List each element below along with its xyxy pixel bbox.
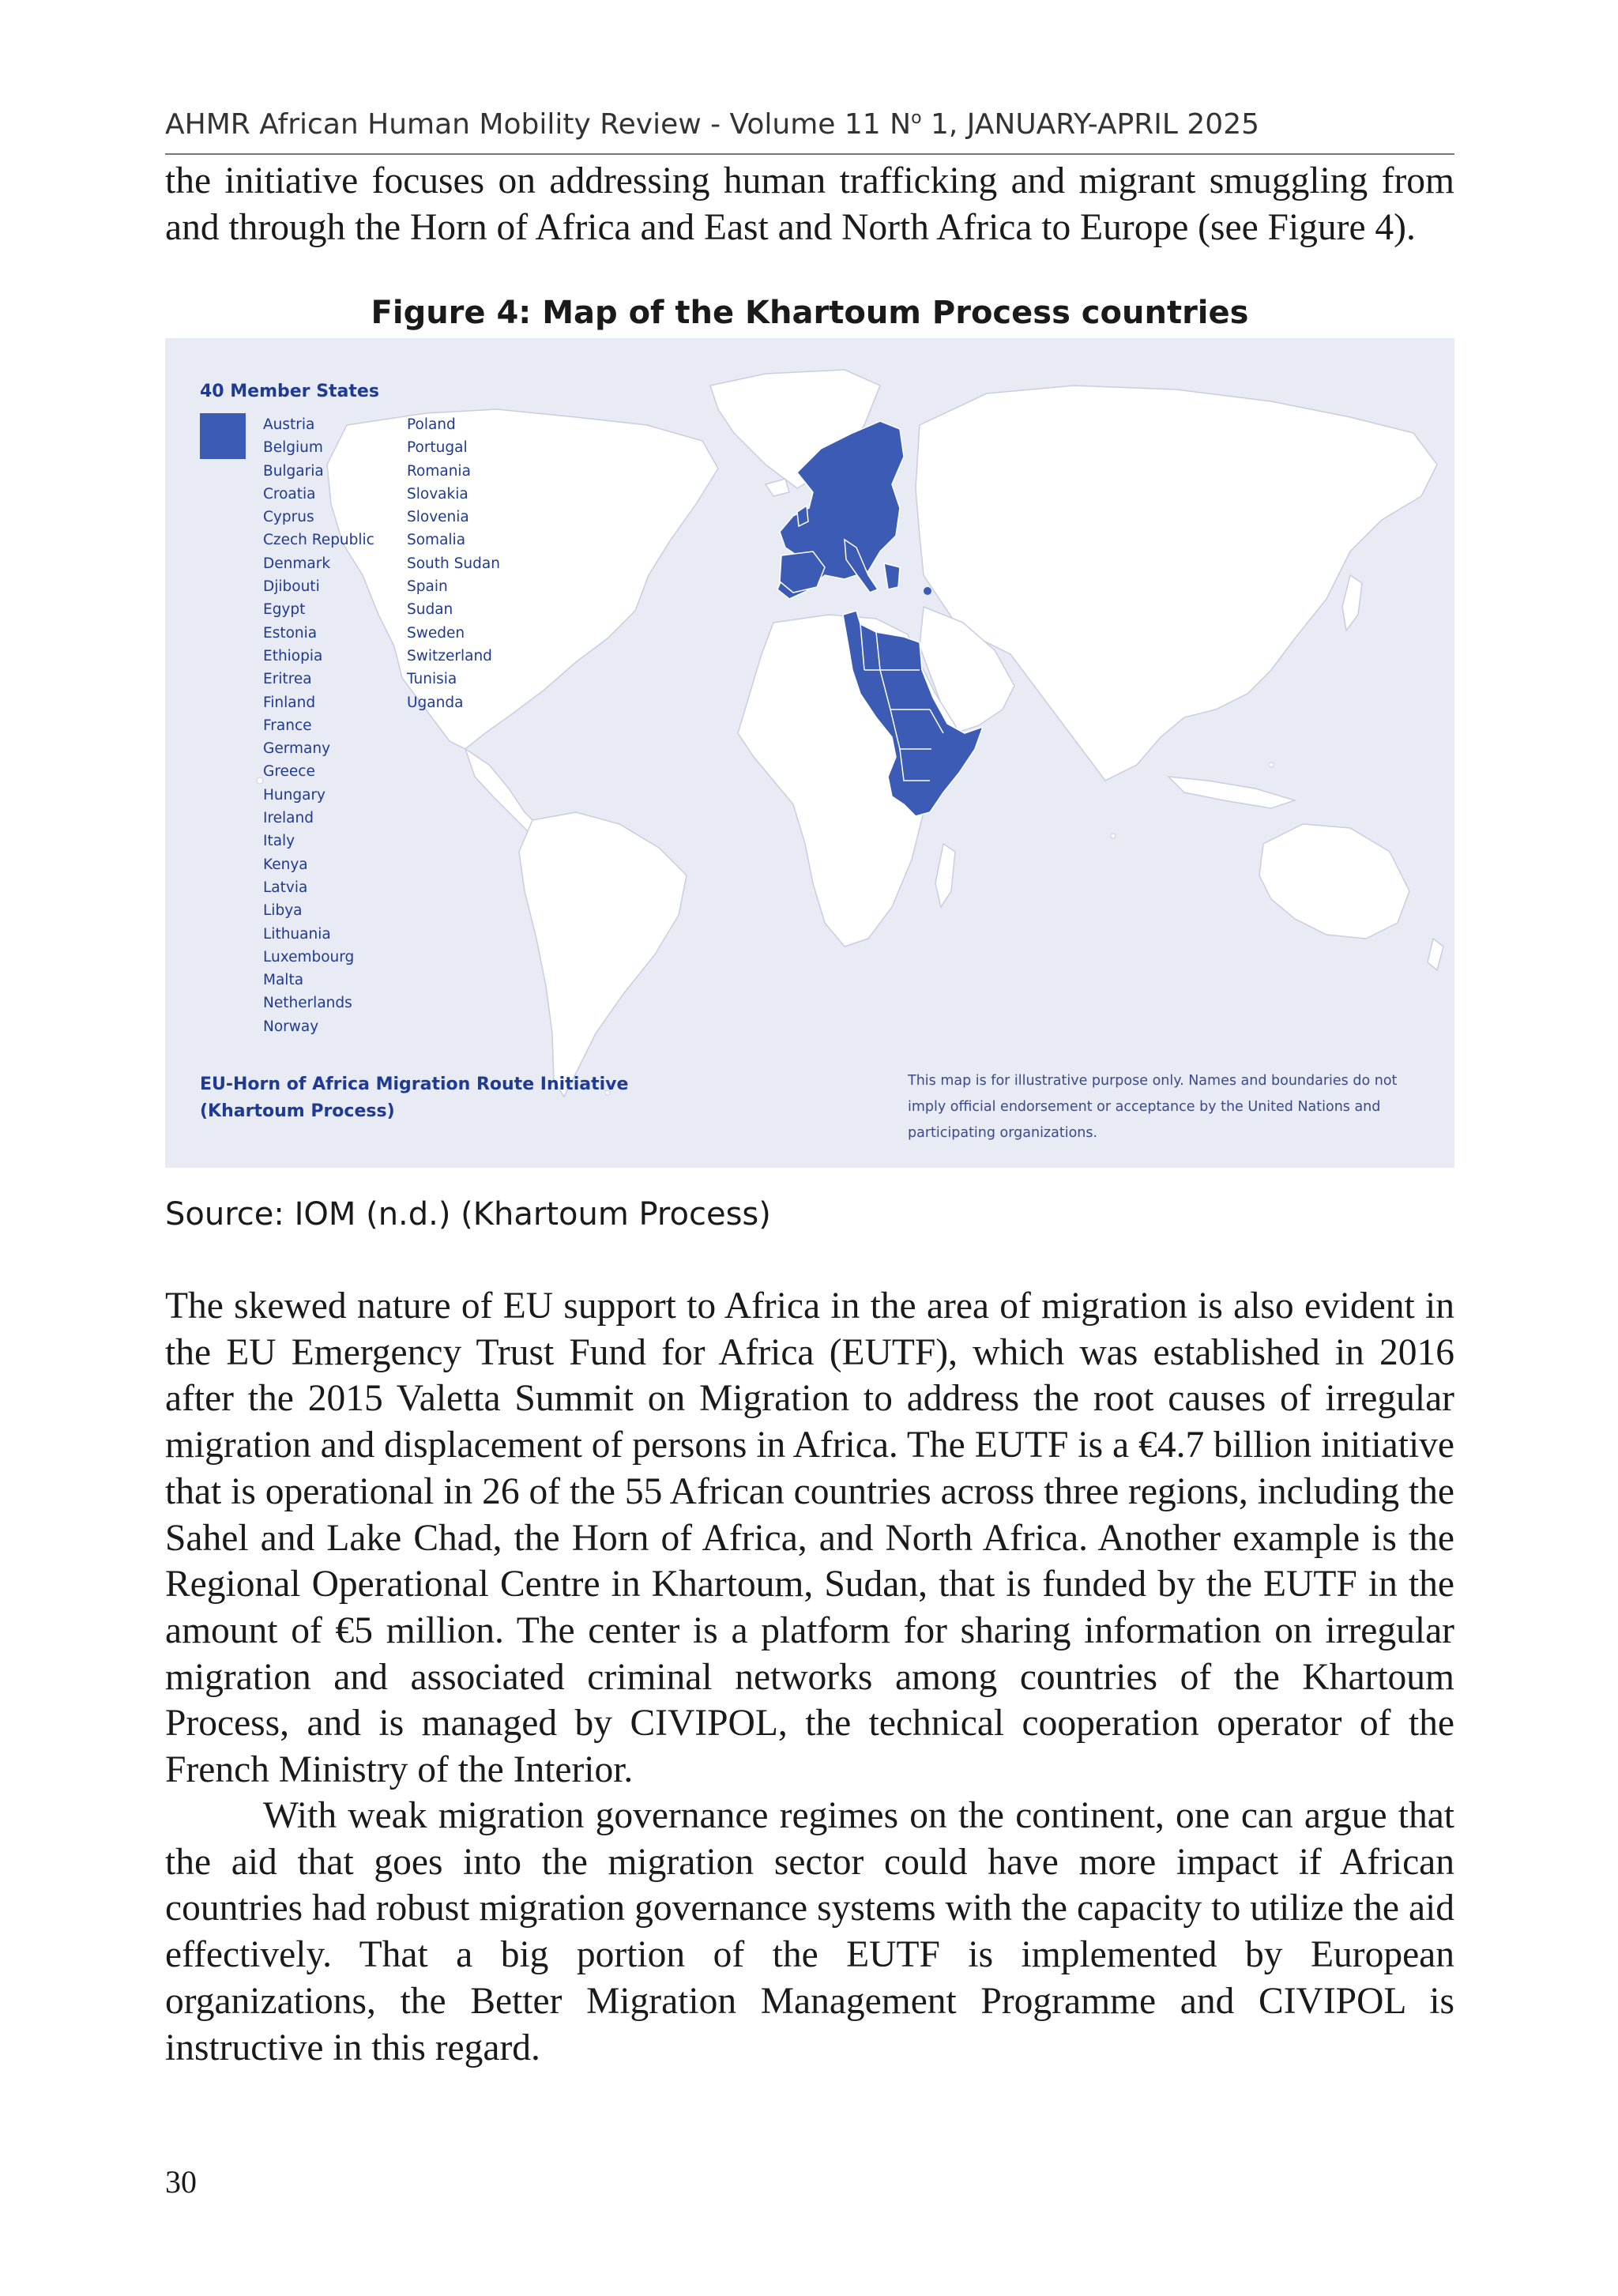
legend-country: France: [263, 717, 312, 734]
legend-country: Ethiopia: [263, 647, 323, 664]
legend-list-col-1: [263, 413, 374, 1038]
map-disclaimer: This map is for illustrative purpose only. Names and boundaries do not imply official endorsement or acceptance by the United Nations and participating organizations.: [908, 1073, 1398, 1141]
figure-caption: Figure 4: Map of the Khartoum Process countries: [371, 295, 1249, 331]
legend-swatch: [200, 413, 246, 459]
island: [257, 777, 263, 784]
legend-country: Finland: [263, 694, 316, 711]
paragraph-intro: the initiative focuses on addressing human trafficking and migrant smuggling from and through the Horn of Africa and East and North Africa to Europe (see Figure 4).: [165, 160, 1454, 248]
legend-country: Netherlands: [263, 995, 352, 1012]
figure-source: Source: IOM (n.d.) (Khartoum Process): [165, 1196, 771, 1233]
legend-country: South Sudan: [407, 555, 500, 572]
member-state-cyprus: [924, 587, 931, 595]
legend-country: Denmark: [263, 555, 331, 572]
legend-country: Belgium: [263, 439, 323, 457]
legend-country: Latvia: [263, 879, 308, 896]
issue-info: 1, JANUARY-APRIL 2025: [921, 108, 1260, 141]
paragraph-eutf: The skewed nature of EU support to Africa in the area of migration is also evident in the EU Emergency Trust Fund for Africa (EUTF), which was established in 2016 after the 2015 Valetta Summit on Migration to address the root causes of irregular migration and displacement of persons in Africa. The EUTF is a €4.7 billion initiative that is operational in 26 of the 55 African countries across three regions, including the Sahel and Lake Chad, the Horn of Africa, and North Africa. Another example is the Regional Operational Centre in Khartoum, Sudan, that is funded by the EUTF in the amount of €5 million. The center is a platform for sharing information on irregular migration and associated criminal networks among countries of the Khartoum Process, and is managed by CIVIPOL, the technical cooperation operator of the French Ministry of the Interior.: [165, 1285, 1454, 1791]
legend-country: Tunisia: [407, 671, 457, 688]
legend-country: Egypt: [263, 601, 306, 619]
legend-country: Estonia: [263, 624, 318, 642]
island: [1111, 834, 1116, 838]
legend-country: Hungary: [263, 786, 325, 804]
legend-country: Spain: [407, 578, 448, 596]
legend-country: Bulgaria: [263, 462, 324, 480]
running-header: [165, 100, 1454, 155]
legend-country: Slovakia: [407, 485, 468, 502]
legend-country: Romania: [407, 462, 471, 480]
map-footer-title: EU-Horn of Africa Migration Route Initiative (Khartoum Process): [200, 1075, 629, 1121]
legend-country: Germany: [263, 740, 331, 758]
legend-country: Uganda: [407, 694, 464, 711]
legend-country: Lithuania: [263, 925, 331, 943]
legend-country: Cyprus: [263, 509, 314, 526]
legend-country: Malta: [263, 972, 304, 989]
legend-country: Sweden: [407, 624, 465, 642]
legend-country: Switzerland: [407, 647, 492, 664]
khartoum-process-map: [165, 338, 1454, 1168]
legend-country: Libya: [263, 902, 303, 920]
legend-country: Djibouti: [263, 578, 320, 596]
legend-country: Croatia: [263, 485, 316, 502]
legend-country: Poland: [407, 416, 456, 433]
legend-country: Luxembourg: [263, 948, 355, 965]
legend-country: Sudan: [407, 601, 453, 619]
legend-country: Greece: [263, 763, 315, 781]
legend-country: Ireland: [263, 810, 314, 827]
number-superscript: o: [911, 108, 922, 128]
legend-title: 40 Member States: [200, 382, 379, 401]
legend-country: Italy: [263, 833, 295, 850]
legend-country: Portugal: [407, 439, 468, 457]
legend-country: Austria: [263, 416, 315, 433]
journal-title: AHMR African Human Mobility Review - Volume 11 N: [165, 108, 912, 141]
page-number: 30: [165, 2164, 197, 2200]
island: [1269, 762, 1274, 767]
legend-country: Eritrea: [263, 671, 312, 688]
legend-country: Kenya: [263, 856, 308, 873]
legend-country: Czech Republic: [263, 532, 374, 549]
legend-country: Norway: [263, 1018, 319, 1035]
legend-list-col-2: [407, 413, 500, 714]
legend-country: Somalia: [407, 532, 466, 549]
paragraph-governance: With weak migration governance regimes on the continent, one can argue that the aid that goes into the migration sector could have more impact if African countries had robust migration governance systems with the capacity to utilize the aid effectively. That a big portion of the EUTF is implemented by European organizations, the Better Migration Management Programme and CIVIPOL is instructive in this regard.: [165, 1795, 1454, 2068]
legend-country: Slovenia: [407, 509, 469, 526]
